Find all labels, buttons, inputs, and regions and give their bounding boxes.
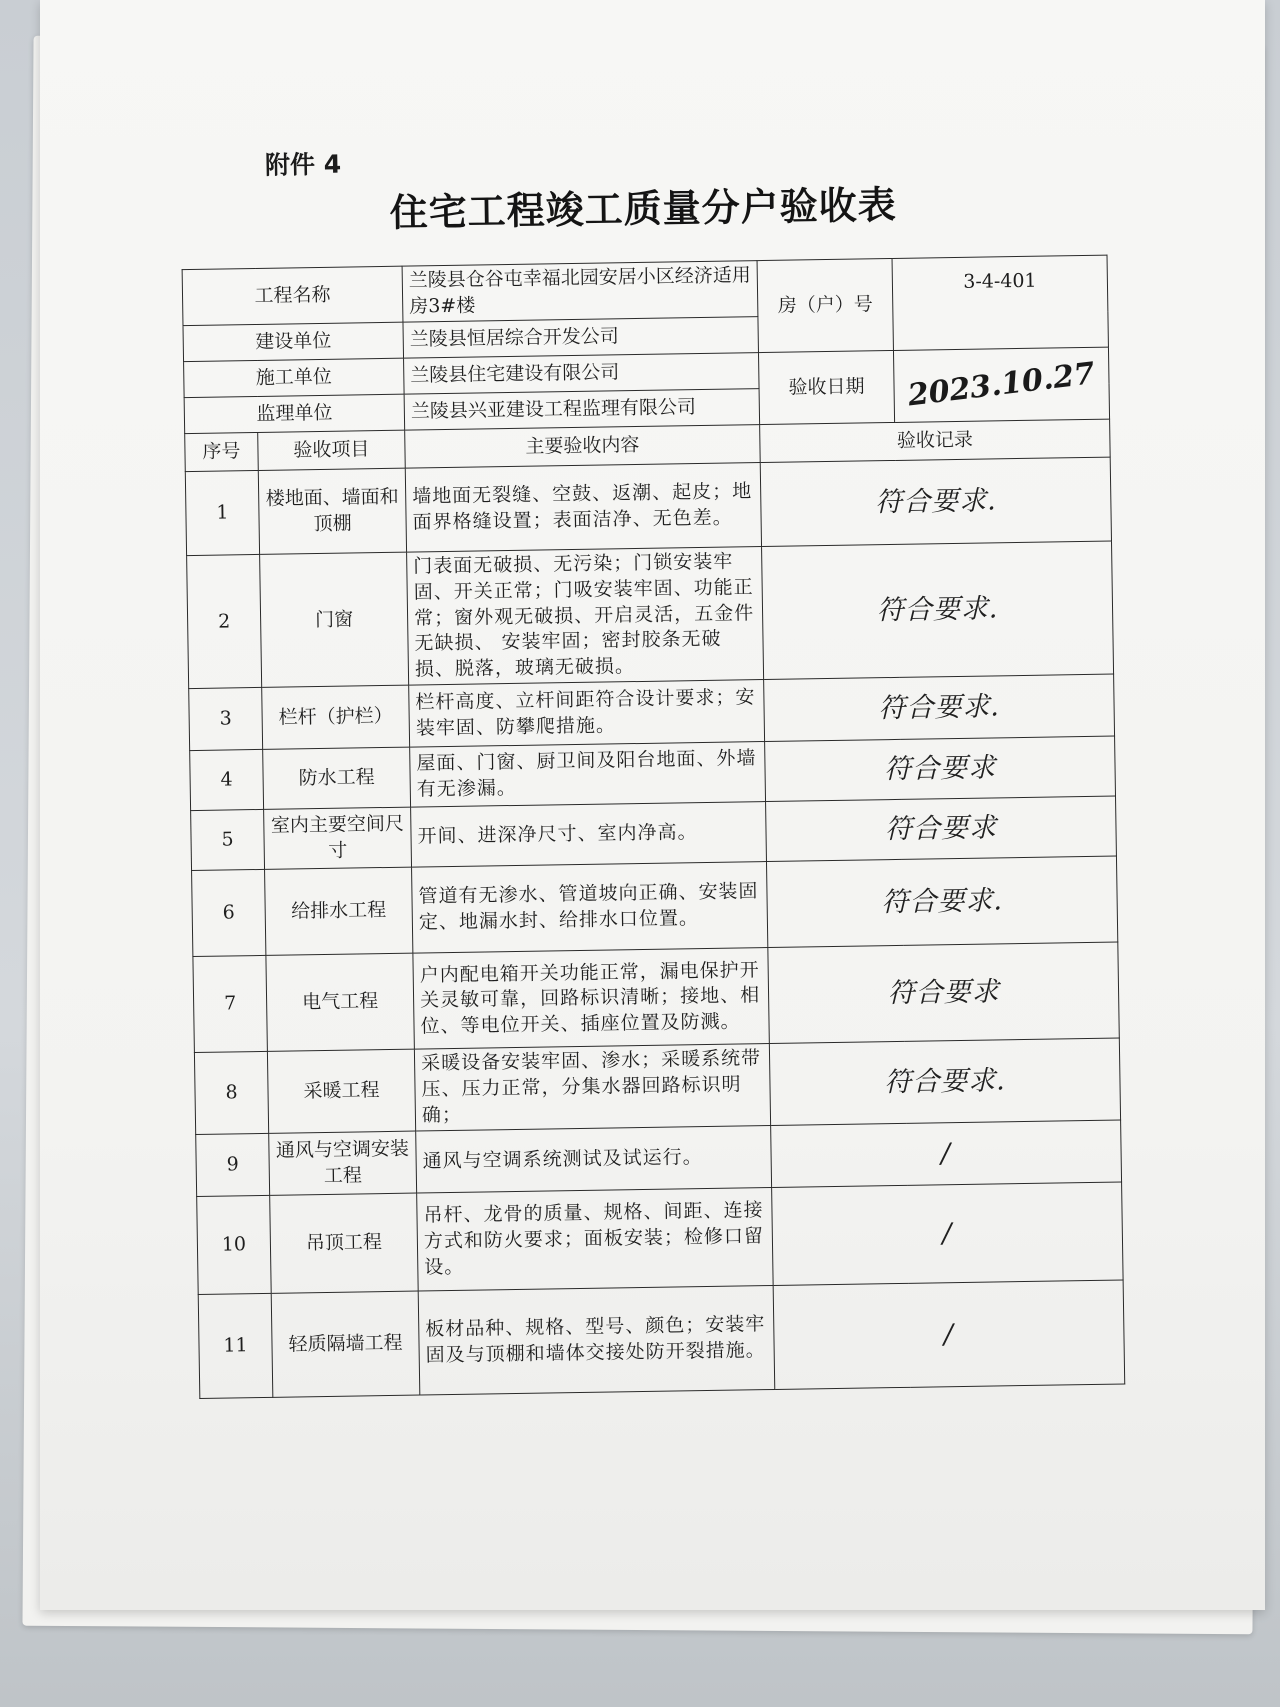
row-content: 通风与空调系统测试及试运行。 — [416, 1126, 772, 1194]
row-no: 6 — [192, 870, 266, 957]
date-label: 验收日期 — [759, 351, 895, 425]
table-row — [193, 942, 1119, 1053]
paper-sheet — [40, 0, 1265, 1610]
col-header-no: 序号 — [185, 433, 259, 472]
row-item: 防水工程 — [263, 748, 411, 810]
project-name-label: 工程名称 — [182, 266, 403, 326]
table-row — [198, 1280, 1125, 1399]
supervisor-label: 监理单位 — [184, 394, 405, 433]
row-record: 符合要求. — [769, 1038, 1120, 1125]
row-record: 符合要求. — [764, 675, 1115, 742]
table-row — [197, 1182, 1123, 1295]
row-content: 开间、进深净尺寸、室内净高。 — [411, 802, 767, 868]
row-item: 电气工程 — [266, 954, 415, 1052]
date-value: 2023.10.27 — [906, 355, 1097, 413]
row-item: 栏杆（护栏） — [262, 686, 410, 750]
attachment-label: 附件 4 — [264, 149, 342, 180]
row-content: 管道有无渗水、管道坡向正确、安装固定、地漏水封、给排水口位置。 — [412, 862, 768, 954]
row-record: 符合要求 — [768, 942, 1119, 1043]
row-no: 4 — [190, 750, 264, 811]
row-content: 户内配电箱开关功能正常，漏电保护开关灵敏可靠，回路标识清晰；接地、相位、等电位开关、插座位置及防溅。 — [413, 948, 769, 1050]
row-record: / — [773, 1280, 1125, 1389]
row-record: 符合要求 — [766, 797, 1117, 862]
developer-value: 兰陵县恒居综合开发公司 — [403, 317, 759, 359]
row-item: 门窗 — [260, 552, 409, 687]
row-content: 吊杆、龙骨的质量、规格、间距、连接方式和防火要求；面板安装；检修口留设。 — [417, 1188, 773, 1292]
room-no-label: 房（户）号 — [757, 258, 893, 352]
row-record: 符合要求. — [760, 457, 1111, 546]
row-no: 8 — [194, 1052, 268, 1135]
col-header-content: 主要验收内容 — [405, 425, 761, 469]
table-row — [192, 857, 1118, 958]
table-row — [194, 1038, 1120, 1134]
table-row — [187, 541, 1114, 689]
row-record: / — [772, 1182, 1123, 1285]
row-content: 墙地面无裂缝、空鼓、返潮、起皮；地面界格缝设置；表面洁净、无色差。 — [405, 463, 761, 553]
row-item: 轻质隔墙工程 — [271, 1291, 420, 1397]
contractor-label: 施工单位 — [184, 358, 405, 397]
row-no: 7 — [193, 956, 267, 1053]
row-item: 楼地面、墙面和顶棚 — [258, 468, 406, 554]
row-item: 吊顶工程 — [270, 1193, 419, 1293]
row-record: / — [771, 1120, 1122, 1187]
project-name-value: 兰陵县仓谷屯幸福北园安居小区经济适用房3#楼 — [402, 261, 758, 323]
developer-label: 建设单位 — [183, 322, 404, 361]
row-no: 10 — [197, 1196, 272, 1295]
row-no: 11 — [198, 1294, 273, 1399]
row-content: 采暖设备安装牢固、渗水；采暖系统带压、压力正常，分集水器回路标识明确； — [414, 1044, 770, 1131]
table-row — [185, 457, 1111, 556]
col-header-record: 验收记录 — [760, 419, 1111, 462]
row-record: 符合要求 — [765, 737, 1116, 802]
row-item: 室内主要空间尺寸 — [264, 808, 412, 870]
col-header-item: 验收项目 — [258, 430, 406, 470]
row-item: 采暖工程 — [267, 1050, 415, 1134]
date-cell — [893, 347, 1109, 422]
row-content: 栏杆高度、立杆间距符合设计要求；安装牢固、防攀爬措施。 — [409, 680, 765, 748]
row-item: 通风与空调安装工程 — [269, 1131, 417, 1195]
row-content: 屋面、门窗、厨卫间及阳台地面、外墙有无渗漏。 — [410, 742, 766, 808]
row-no: 5 — [191, 810, 265, 871]
row-content: 门表面无破损、无污染；门锁安装牢固、开关正常；门吸安装牢固、功能正常；窗外观无破损、开启灵活，五金件无缺损、 安装牢固；密封胶条无破损、脱落，玻璃无破损。 — [407, 547, 764, 686]
contractor-value: 兰陵县住宅建设有限公司 — [404, 353, 760, 395]
room-no-value: 3-4-401 — [892, 255, 1108, 351]
document-title: 住宅工程竣工质量分户验收表 — [389, 182, 898, 235]
header-row-project — [182, 255, 1108, 326]
row-item: 给排水工程 — [265, 868, 413, 956]
row-record: 符合要求. — [767, 857, 1118, 948]
supervisor-value: 兰陵县兴亚建设工程监理有限公司 — [404, 389, 760, 431]
row-no: 1 — [185, 471, 259, 556]
sheet-content — [28, 0, 1278, 1619]
row-content: 板材品种、规格、型号、颜色；安装牢固及与顶棚和墙体交接处防开裂措施。 — [418, 1286, 775, 1396]
row-no: 3 — [189, 688, 263, 751]
row-no: 2 — [187, 555, 262, 689]
row-record: 符合要求. — [762, 541, 1114, 680]
row-no: 9 — [196, 1134, 270, 1197]
acceptance-form-table — [182, 255, 1126, 1400]
